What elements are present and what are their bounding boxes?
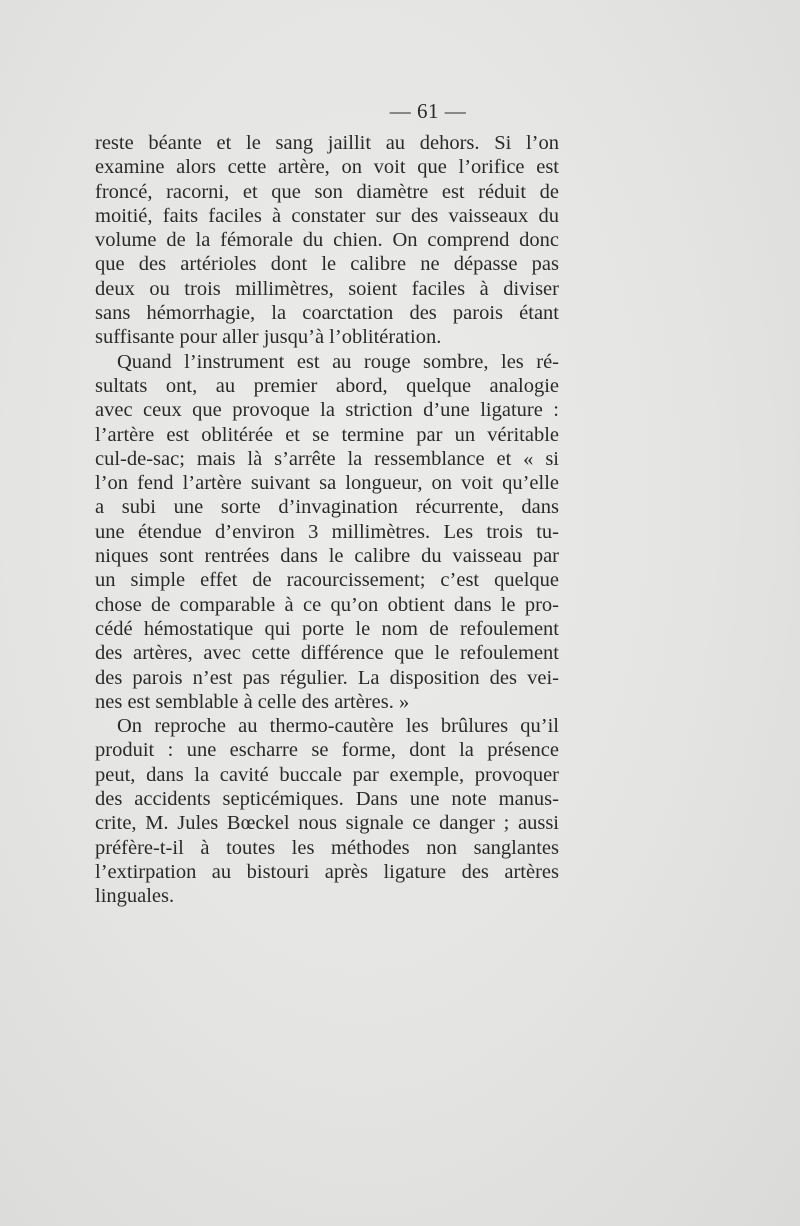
text-line: un simple effet de racourcissement; c’est quelque [95,569,559,592]
text-line: froncé, racorni, et que son diamètre est réduit de [95,180,559,203]
text-line: des accidents septicémiques. Dans une note manus- [95,788,559,811]
text-line: avec ceux que provoque la striction d’une ligature : [95,399,559,422]
text-line: cul-de-sac; mais là s’arrête la ressemblance et « si [95,447,559,470]
text-line: l’artère est oblitérée et se termine par un véritable [95,423,559,446]
text-line: deux ou trois millimètres, soient faciles à diviser [95,277,559,300]
text-line: volume de la fémorale du chien. On comprend donc [95,229,559,252]
text-line: reste béante et le sang jaillit au dehors. Si l’on [95,132,559,154]
text-line: examine alors cette artère, on voit que l’orifice est [95,156,559,179]
text-line: l’on fend l’artère suivant sa longueur, on voit qu’elle [95,472,559,495]
text-line: Quand l’instrument est au rouge sombre, les ré- [117,350,559,373]
body-text [95,131,559,909]
text-line: l’extirpation au bistouri après ligature des artères [95,860,559,883]
text-line: peut, dans la cavité buccale par exemple, provoquer [95,763,559,786]
text-line: a subi une sorte d’invagination récurrente, dans [95,496,559,519]
text-line: sultats ont, au premier abord, quelque analogie [95,374,559,397]
text-line: chose de comparable à ce qu’on obtient dans le pro- [95,593,559,616]
text-line: moitié, faits faciles à constater sur des vaisseaux du [95,204,559,227]
text-line: On reproche au thermo-cautère les brûlures qu’il [117,715,559,738]
page-number: — 61 — [389,99,467,123]
text-line: que des artérioles dont le calibre ne dépasse pas [95,253,559,276]
text-line: suffisante pour aller jusqu’à l’oblitération. [95,326,442,349]
text-line: des parois n’est pas régulier. La disposition des vei- [95,666,559,689]
text-line: nes est semblable à celle des artères. » [95,690,410,713]
text-line: produit : une escharre se forme, dont la présence [95,739,559,762]
text-line: crite, M. Jules Bœckel nous signale ce danger ; aussi [95,812,559,835]
text-line: des artères, avec cette différence que le refoulement [95,642,559,665]
text-line: linguales. [95,885,175,908]
text-line: cédé hémostatique qui porte le nom de refoulement [95,617,559,640]
text-line: une étendue d’environ 3 millimètres. Les trois tu- [95,520,559,543]
text-line: niques sont rentrées dans le calibre du vaisseau par [95,545,559,568]
text-line: sans hémorrhagie, la coarctation des parois étant [95,302,559,325]
text-line: préfère-t-il à toutes les méthodes non sanglantes [95,836,559,859]
